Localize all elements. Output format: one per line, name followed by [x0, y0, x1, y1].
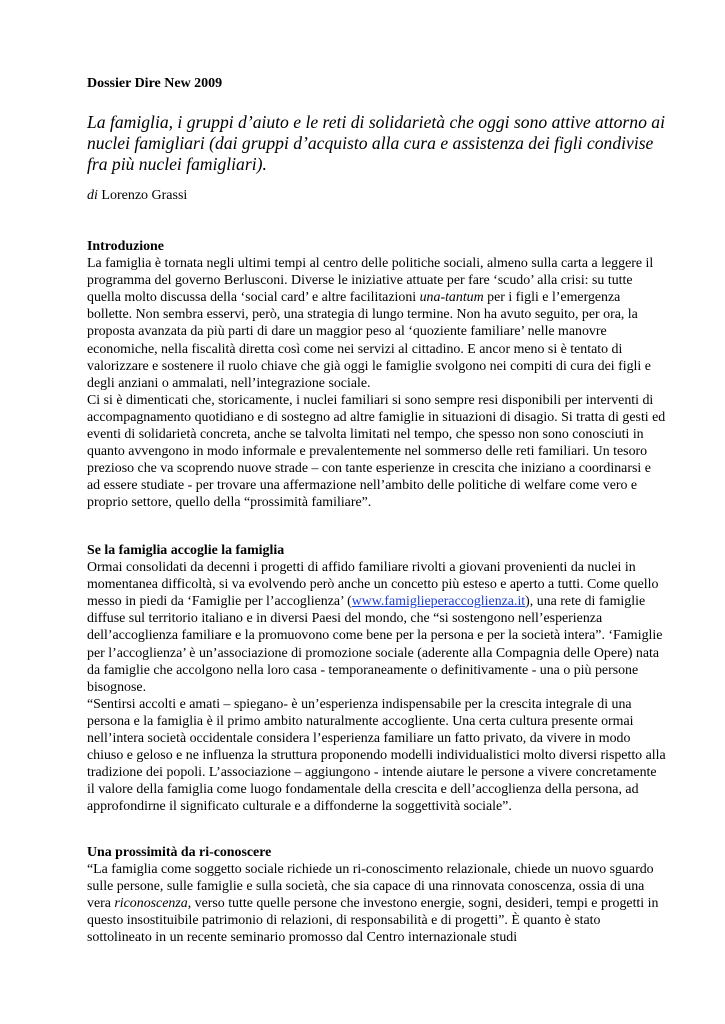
author-byline	[87, 188, 187, 204]
paragraph-text: per i figli e l’emergenza bollette. Non sembra esservi, però, una strategia di lungo termine. Non ha avuto seguito, per ora, la proposta avanzata da più parti di dare un maggior peso al ‘quoziente familiare’ nelle manovre economiche, nella fiscalità diretta così come nei servizi al cittadino. E ancor meno si è tentato di valorizzare e sostenere il ruolo chiave che già oggi le famiglie svolgono nei compiti di cura dei figli e degli anziani o ammalati, nell’integrazione sociale.	[87, 290, 651, 391]
emphasis-text: una-tantum	[419, 290, 484, 306]
article-title-text: La famiglia, i gruppi d’aiuto e le reti di solidarietà che oggi sono attive attorno ai nuclei famigliari (dai gruppi d’acquisto alla cura e assistenza dei figli condivise fra più nuclei famigliari)	[87, 112, 665, 174]
paragraph	[87, 559, 667, 696]
paragraph	[87, 255, 667, 392]
website-link[interactable]: www.famiglieperaccoglienza.it	[351, 594, 526, 610]
paragraph-text: La famiglia è tornata negli ultimi tempi al centro delle politiche sociali, almeno sulla carta a leggere il programma del governo Berlusconi. Diverse le iniziative attuate per fare ‘scudo’ alla crisi: su tutte quella molto discussa della ‘social card’ e altre facilitazioni	[87, 256, 654, 306]
paragraph-text: ), una rete di famiglie diffuse sul territorio italiano e in diversi Paesi del mondo, che “si sostengono nell’esperienza dell’accoglienza familiare e la promuovono come bene per la persona e per la società intera”. ‘Famiglie per l’accoglienza’ è un’associazione di promozione sociale (aderente alla Compagnia delle Opere) nata da famiglie che accolgono nella loro casa - temporaneamente o definitivamente - una o più persone bisognose.	[87, 594, 663, 695]
section-heading: Una prossimità da ri-conoscere	[87, 845, 272, 860]
article-title	[87, 112, 667, 175]
paragraph: “Sentirsi accolti e amati – spiegano- è un’esperienza indispensabile per la crescita integrale di una persona e la famiglia è il primo ambito naturalmente accogliente. Una certa cultura presente ormai nell’intera società occidentale considera l’esperienza familiare un fatto privato, da vivere in modo chiuso e geloso e ne influenza la struttura proponendo modelli individualistici molto diversi rispetto alla tradizione dei popoli. L’associazione – aggiungono - intende aiutare le persone a vivere concretamente il valore della famiglia come luogo fondamentale della crescita e dell’accoglienza della persona, ad approfondirne il significato culturale e a diffonderne la soggettività sociale”.	[87, 696, 666, 815]
paragraph	[87, 861, 667, 946]
paragraph-text: , verso tutte quelle persone che investono energie, sogni, desideri, tempi e progetti in questo insostituibile patrimonio di relazioni, di responsabilità e di progetti”. È quanto è stato sottolineato in un recente seminario promosso dal Centro internazionale studi	[87, 896, 659, 946]
author-name: Lorenzo Grassi	[101, 188, 188, 203]
dossier-header: Dossier Dire New 2009	[87, 76, 223, 91]
section-prossimita	[87, 844, 667, 947]
byline-prefix: di	[87, 188, 98, 203]
section-famiglia-accoglie	[87, 542, 667, 816]
article-title-period: .	[262, 154, 267, 174]
emphasis-text: riconoscenza	[114, 896, 188, 912]
paragraph: Ci si è dimenticati che, storicamente, i nuclei familiari si sono sempre resi disponibili per interventi di accompagnamento quotidiano e di sostegno ad altre famiglie in situazioni di disagio. Si tratta di gesti ed eventi di solidarietà concreta, anche se talvolta limitati nel tempo, che spesso non sono conosciuti in quanto avvengono in modo informale e prevalentemente nel sommerso delle reti familiari. Un tesoro prezioso che va scoprendo nuove strade – con tante esperienze in crescita che iniziano a coordinarsi e ad essere studiate - per trovare una affermazione nell’ambito delle politiche di welfare come vero e proprio settore, quello della “prossimità familiare”.	[87, 392, 666, 511]
section-heading: Introduzione	[87, 239, 164, 254]
paragraph-text: “La famiglia come soggetto sociale richiede un ri-conoscimento relazionale, chiede un nuovo sguardo sulle persone, sulle famiglie e sulla società, che sia capace di una rinnovata conoscenza, ossia di una vera	[87, 862, 654, 912]
section-introduzione	[87, 238, 667, 512]
paragraph-text: Ormai consolidati da decenni i progetti di affido familiare rivolti a giovani provenienti da nuclei in momentanea difficoltà, si va evolvendo però anche un concetto più esteso e aperto a tutti. Come quello messo in piedi da ‘Famiglie per l’accoglienza’ (	[87, 560, 659, 610]
section-heading: Se la famiglia accoglie la famiglia	[87, 543, 285, 558]
